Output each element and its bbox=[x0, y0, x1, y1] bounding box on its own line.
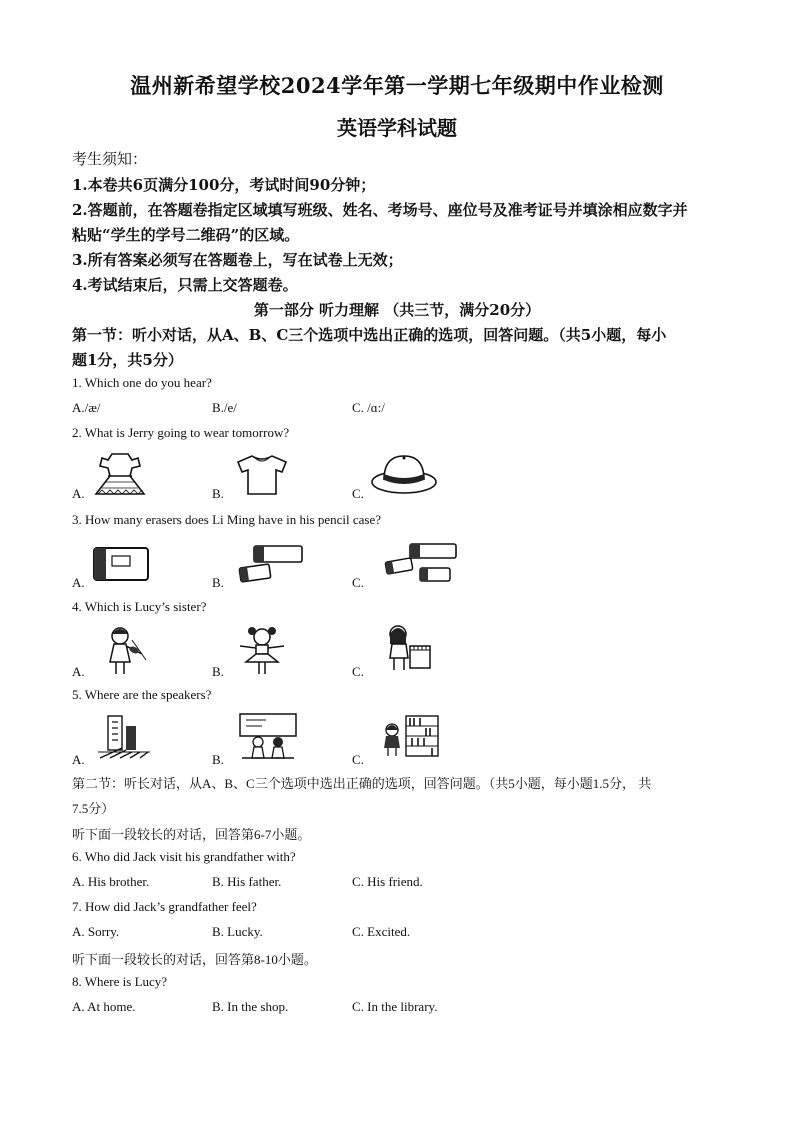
dress-picture bbox=[88, 450, 152, 500]
exam-subtitle: 英语学科试题 bbox=[337, 116, 457, 140]
q7-option-a: A. Sorry. bbox=[72, 924, 120, 939]
dialogue-instruction-6-7: 听下面一段较长的对话，回答第6-7小题。 bbox=[72, 827, 311, 842]
notice-item-2: 2.答题前，在答题卷指定区域填写班级、姓名、考场号、座位号及准考证号并填涂相应数字并 bbox=[72, 201, 688, 219]
q6-option-b: B. His father. bbox=[212, 874, 282, 889]
notice-item-4: 4.考试结束后，只需上交答题卷。 bbox=[72, 276, 298, 294]
dialogue-instruction-8-10: 听下面一段较长的对话，回答第8-10小题。 bbox=[72, 952, 317, 967]
section2-instruction: 第二节：听长对话，从A、B、C三个选项中选出正确的选项，回答问题。（共5小题，每小题1.5分， 共 bbox=[72, 776, 652, 791]
section1-instruction: 第一节：听小对话，从A、B、C三个选项中选出正确的选项，回答问题。（共5小题，每小 bbox=[72, 326, 667, 344]
notice-item-2-cont: 粘贴“学生的学号二维码”的区域。 bbox=[72, 226, 300, 244]
part1-title: 第一部分 听力理解 （共三节，满分20分） bbox=[253, 301, 541, 319]
q3-option-a: A. bbox=[72, 575, 85, 590]
hat-picture bbox=[368, 450, 440, 496]
q1-option-c: C. /ɑ:/ bbox=[352, 400, 385, 415]
q8-option-a: A. At home. bbox=[72, 999, 136, 1014]
q4-option-a: A. bbox=[72, 664, 85, 679]
section1-instruction-cont: 题1分，共5分） bbox=[72, 351, 183, 369]
q5-option-c: C. bbox=[352, 752, 364, 767]
q6-option-a: A. His brother. bbox=[72, 874, 150, 889]
q4-option-c: C. bbox=[352, 664, 364, 679]
q8-option-b: B. In the shop. bbox=[212, 999, 289, 1014]
exam-title: 温州新希望学校2024学年第一学期七年级期中作业检测 bbox=[130, 73, 664, 98]
q5-option-a: A. bbox=[72, 752, 85, 767]
library-picture bbox=[380, 712, 442, 760]
question-4: 4. Which is Lucy’s sister? bbox=[72, 599, 207, 614]
q2-option-b: B. bbox=[212, 486, 224, 501]
violin-girl-picture bbox=[96, 624, 150, 678]
q7-option-b: B. Lucky. bbox=[212, 924, 263, 939]
question-1: 1. Which one do you hear? bbox=[72, 375, 212, 390]
piano-girl-picture bbox=[378, 622, 434, 676]
two-erasers-picture bbox=[232, 540, 312, 586]
q2-option-c: C. bbox=[352, 486, 364, 501]
q7-option-c: C. Excited. bbox=[352, 924, 411, 939]
notice-heading: 考生须知： bbox=[72, 150, 148, 168]
question-3: 3. How many erasers does Li Ming have in his pencil case? bbox=[72, 512, 382, 527]
three-erasers-picture bbox=[380, 540, 464, 586]
q3-option-b: B. bbox=[212, 575, 224, 590]
q1-option-a: A./æ/ bbox=[72, 400, 101, 415]
question-7: 7. How did Jack’s grandfather feel? bbox=[72, 899, 257, 914]
one-eraser-picture bbox=[88, 540, 154, 586]
q8-option-c: C. In the library. bbox=[352, 999, 438, 1014]
q3-option-c: C. bbox=[352, 575, 364, 590]
classroom-picture bbox=[236, 710, 300, 762]
notice-item-3: 3.所有答案必须写在答题卷上，写在试卷上无效； bbox=[72, 251, 403, 269]
question-6: 6. Who did Jack visit his grandfather with? bbox=[72, 849, 296, 864]
dancing-girl-picture bbox=[234, 624, 290, 678]
notice-item-1: 1.本卷共6页满分100分，考试时间90分钟； bbox=[72, 176, 376, 194]
question-8: 8. Where is Lucy? bbox=[72, 974, 168, 989]
street-picture bbox=[96, 712, 152, 762]
q1-option-b: B./e/ bbox=[212, 400, 237, 415]
q4-option-b: B. bbox=[212, 664, 224, 679]
q5-option-b: B. bbox=[212, 752, 224, 767]
question-5: 5. Where are the speakers? bbox=[72, 687, 212, 702]
tshirt-picture bbox=[232, 452, 292, 498]
section2-instruction-cont: 7.5分） bbox=[72, 801, 115, 816]
q2-option-a: A. bbox=[72, 486, 85, 501]
question-2: 2. What is Jerry going to wear tomorrow? bbox=[72, 425, 290, 440]
q6-option-c: C. His friend. bbox=[352, 874, 423, 889]
